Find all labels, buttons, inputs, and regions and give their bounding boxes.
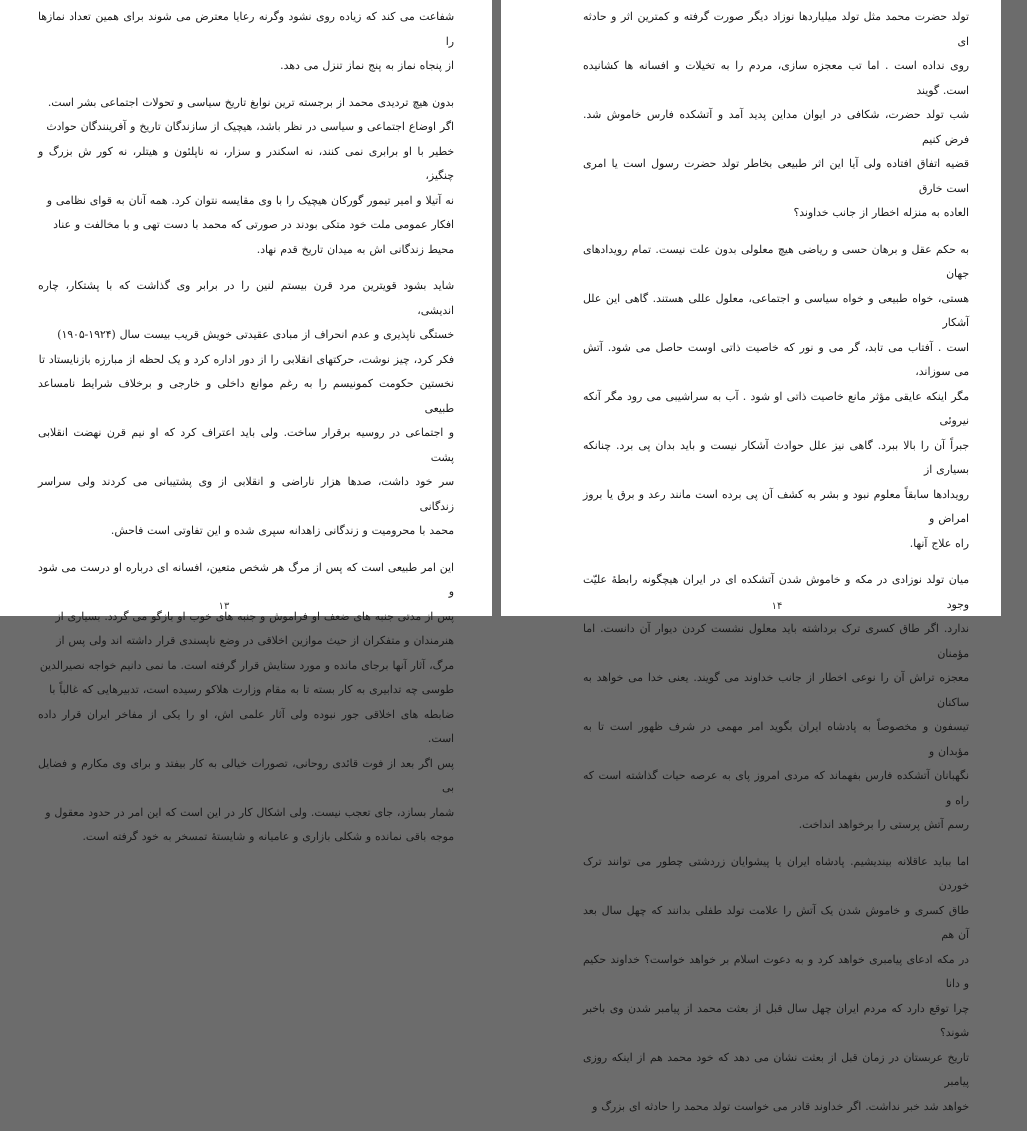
paragraph: شاید بشود قویترین مرد قرن بیستم لنین را در برابر وی گذاشت که با پشتکار، چاره اندیشی، خستگی ناپذیری و عدم انحراف از مبادی عقیدتی خویش قریب بیست سال (۱۹۲۴-۱۹۰۵) فکر کرد، چیز نوشت، حرکتهای انقلابی را از دور اداره کرد و یک لحظه از مبارزه بازنایستاد تا نخستین حکومت کمونیسم را به رغم موانع داخلی و خارجی و برخلاف شرایط نامساعد طبیعی و اجتماعی در روسیه برقرار ساخت. ولی باید اعتراف کرد که او نیم قرن نهضت انقلابی پشت سر خود داشت، صدها هزار ناراضی و انقلابی از وی پشتیبانی می کردند ولی سراسر زندگانی محمد با محرومیت و زندگانی زاهدانه سپری شده و این تفاوتی است فاحش. (38, 279, 454, 537)
paragraph: تولد حضرت محمد مثل تولد میلیاردها نوزاد دیگر صورت گرفته و کمترین اثر و حادثه ای روی نداده است . اما تب معجزه سازی، مردم را به تخیلات و افسانه ها کشانیده است. گویند شب تولد حضرت، شکافی در ایوان مداین پدید آمد و آتشکده فارس خاموش شد. فرض کنیم قضیه اتفاق افتاده ولی آیا این اثر طبیعی بخاطر تولد حضرت رسول است یا امری است خارق العاده به منزله اخطار از جانب خداوند؟ (583, 10, 969, 219)
paragraph: این امر طبیعی است که پس از مرگ هر شخص متعین، افسانه ای درباره او درست می شود و پس از مدتی جنبه های ضعف او فراموش و جنبه های خوب او بازگو می گردد. بسیاری از هنرمندان و متفکران از حیث موازین اخلاقی در وضع ناپسندی قرار داشته اند ولی پس از مرگ، آثار آنها برجای مانده و مورد ستایش قرار گرفته است. ما نمی دانیم خواجه نصیرالدین طوسی چه تدابیری به کار بسته تا به مقام وزارت هلاکو رسیده است، تدبیرهایی که غالباً با ضابطه های اخلاقی جور نبوده ولی آثار علمی اش، او را یکی از مفاخر ایران قرار داده است. پس اگر بعد از فوت قائدی روحانی، تصورات خیالی به کار بیفتد و برای وی مکارم و فضایل بی شمار بسازد، جای تعجب نیست. ولی اشکال کار در این است که این امر در حدود معقول و موجه باقی نمانده و شکلی بازاری و عامیانه و شایستهٔ تمسخر به خود گرفته است. (38, 560, 454, 843)
page-gutter (492, 0, 501, 616)
page-right-text (583, 5, 969, 1131)
paragraph: به حکم عقل و برهان حسی و ریاضی هیچ معلولی بدون علت نیست. تمام رویدادهای جهان هستی، خواه طبیعی و خواه سیاسی و اجتماعی، معلول عللی هستند. گاهی این علل آشکار است . آفتاب می تابد، گر می و نور که خاصیت ذاتی اوست حاصل می شود. آتش می سوزاند، مگر اینکه عایقی مؤثر مانع خاصیت ذاتی او شود . آب به سراشیبی می رود مگر آنکه نیروئی جبراً آن را بالا ببرد. گاهی نیز علل حوادث آشکار نیست و باید بدان پی برد. چنانکه بسیاری از رویدادها سابقاً معلوم نبود و بشر به کشف آن پی برده است مانند رعد و برق یا بروز امراض و راه علاج آنها. (583, 242, 969, 550)
paragraph: شفاعت می کند که زیاده روی نشود وگرنه رعایا معترض می شوند برای همین تعداد نمازها را از پنجاه نماز به پنج نماز تنزل می دهد. (38, 10, 454, 72)
page-left (0, 0, 492, 843)
paragraph: بدون هیچ تردیدی محمد از برجسته ترین نوابغ تاریخ سیاسی و تحولات اجتماعی بشر است. اگر اوضاع اجتماعی و سیاسی در نظر باشد، هیچیک از سازندگان تاریخ و آفرینندگان حوادث خطیر با او برابری نمی کنند، نه اسکندر و سزار، نه ناپلئون و هیتلر، نه کور ش بزرگ و چنگیز، نه آتیلا و امیر تیمور گورکان هیچیک را با وی مقایسه نتوان کرد. همه آنان به قوای نظامی و افکار عمومی ملت خود متکی بودند در صورتی که محمد با دست تهی و با مخالفت و عناد محیط زندگانی اش به میدان تاریخ قدم نهاد. (38, 95, 454, 256)
page-right (501, 0, 1001, 1113)
page-left-text (38, 5, 454, 862)
page-number-left: ۱۳ (218, 601, 230, 612)
paragraph: میان تولد نوزادی در مکه و خاموش شدن آتشکده ای در ایران هیچگونه رابطهٔ علیّت وجود ندارد. اگر طاق کسری ترک برداشته باید معلول نشست کردن دیوار آن دانست. اما مؤمنان معجزه تراش آن را نوعی اخطار از جانب خداوند می گویند. یعنی خدا می خواهد به ساکنان تیسفون و مخصوصاً به پادشاه ایران بگوید امر مهمی در شرف ظهور است تا به مؤبدان و نگهبانان آتشکده فارس بفهماند که مردی امروز پای به عرصه حیات گذاشته است که راه و رسم آتش پرستی را برخواهد انداخت. (583, 573, 969, 831)
paragraph: اما بباید عاقلانه بیندیشیم. پادشاه ایران یا پیشوایان زردشتی چطور می توانند ترک خوردن طاق کسری و خاموش شدن یک آتش را علامت تولد طفلی بدانند که چهل سال بعد آن هم در مکه ادعای پیامبری خواهد کرد و به دعوت اسلام بر خواهد خواست؟ خداوند حکیم و دانا چرا توقع دارد که مردم ایران چهل سال قبل از بعثت محمد از پیامبر شدن وی باخبر شوند؟ تاریخ عربستان در زمان قبل از بعثت نشان می دهد که خود محمد هم از اینکه روزی پیامبر خواهد شد خبر نداشت. اگر خداوند قادر می خواست تولد محمد را حادثه ای بزرگ و (583, 854, 969, 1113)
page-number-right: ۱۴ (771, 601, 783, 612)
